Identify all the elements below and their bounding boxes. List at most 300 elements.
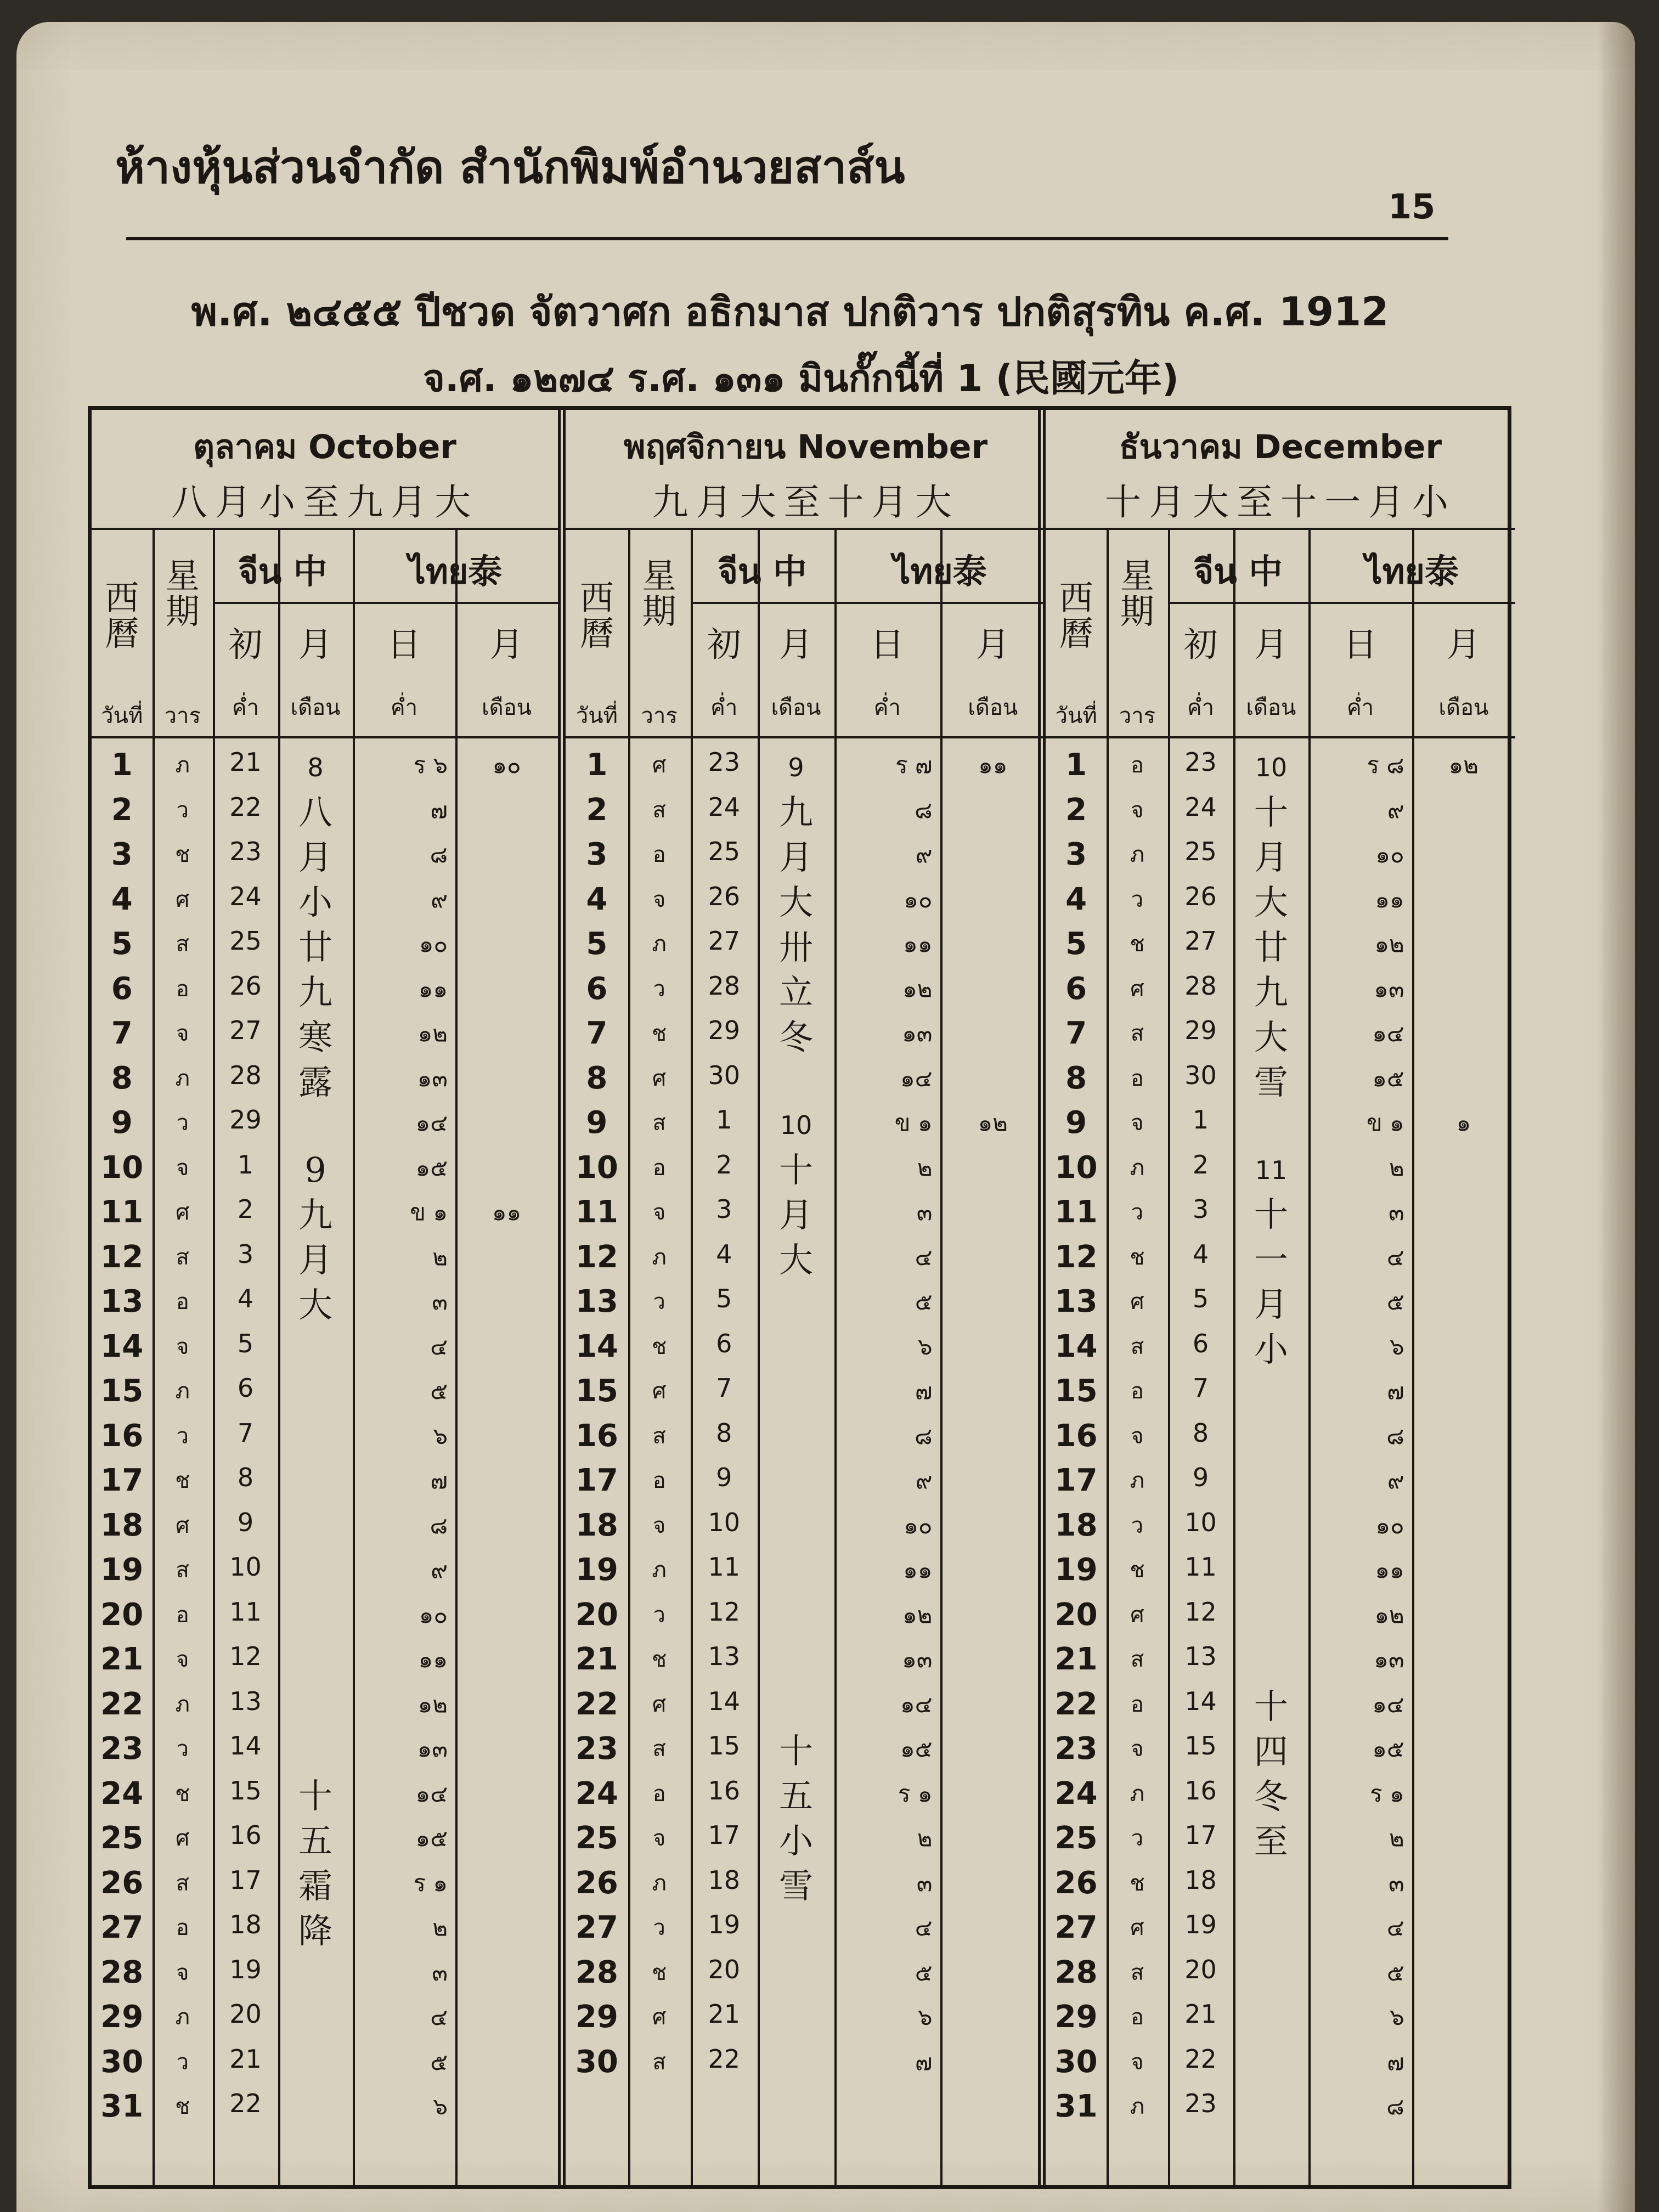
th-day-cell: ๘ (915, 796, 933, 823)
th-day-cell: ๕ (1386, 1959, 1404, 1986)
day-number: 14 (575, 1328, 618, 1364)
cn-month-note: 九月大卅立冬 (778, 792, 813, 1057)
th-day-cell: ๔ (430, 2004, 448, 2030)
day-number: 27 (100, 1910, 144, 1945)
weekday-cell: ว (176, 2049, 189, 2075)
weekday-cell: จ (652, 887, 666, 912)
header-divider (1168, 602, 1515, 604)
day-number: 3 (1065, 837, 1087, 872)
header-thai-group: ไทย泰 (408, 551, 503, 591)
day-number: 22 (575, 1686, 618, 1722)
weekday-cell: จ (176, 1960, 189, 1985)
day-number: 5 (1065, 926, 1087, 962)
month-block (1038, 410, 1515, 2185)
day-number: 12 (1054, 1239, 1098, 1275)
th-day-cell: ร ๖ (413, 752, 448, 778)
cn-day-cell: 27 (1184, 926, 1217, 956)
header-thai-group: ไทย泰 (1365, 551, 1459, 591)
th-day-cell: ๕ (915, 1959, 933, 1986)
header-western-date-thai: วันที่ (575, 703, 618, 729)
header-cn-month-thai: เดือน (1246, 695, 1296, 720)
th-month-cell: ๑ (1456, 1109, 1471, 1136)
th-day-cell: ๒ (917, 1825, 933, 1852)
th-day-cell: ๗ (915, 1378, 933, 1404)
header-chinese-group: จีน 中 (238, 551, 328, 591)
th-day-cell: ๑๔ (415, 1780, 448, 1807)
weekday-cell: ศ (176, 887, 190, 912)
day-number: 13 (1054, 1284, 1098, 1319)
day-number: 6 (1065, 970, 1087, 1007)
th-day-cell: ๖ (917, 1333, 933, 1360)
th-day-cell: ๒ (432, 1914, 448, 1941)
cn-day-cell: 20 (708, 1954, 741, 1984)
cn-day-cell: 4 (1192, 1239, 1209, 1269)
day-number: 15 (100, 1373, 144, 1409)
day-number: 8 (111, 1060, 133, 1096)
th-day-cell: ๑๒ (902, 975, 933, 1002)
day-number: 17 (100, 1463, 144, 1498)
weekday-cell: ช (175, 842, 190, 867)
th-day-cell: ๙ (431, 1556, 448, 1583)
th-day-cell: ๑๑ (418, 975, 448, 1002)
day-number: 21 (1054, 1641, 1098, 1677)
th-day-cell: ๑๕ (900, 1735, 933, 1762)
weekday-cell: ภ (175, 1691, 190, 1717)
cn-day-cell: 15 (229, 1775, 262, 1805)
weekday-cell: ภ (175, 2005, 190, 2030)
header-weekday: 星 期 (1120, 556, 1154, 632)
calendar-page (16, 22, 1635, 2212)
th-day-cell: ๑๑ (903, 930, 933, 957)
cn-day-cell: 13 (708, 1641, 741, 1671)
day-number: 5 (586, 926, 608, 962)
cn-day-cell: 18 (229, 1910, 262, 1939)
th-day-cell: ๕ (915, 1288, 933, 1315)
cn-day-cell: 29 (708, 1015, 741, 1045)
th-day-cell: ๖ (433, 2093, 448, 2120)
day-number: 26 (575, 1865, 618, 1901)
th-day-cell: ข ๑ (410, 1199, 448, 1226)
day-number: 1 (586, 747, 608, 783)
header-divider (566, 736, 1046, 738)
weekday-cell: ภ (1130, 1468, 1145, 1493)
day-number: 5 (111, 926, 133, 962)
day-number: 3 (586, 837, 608, 872)
weekday-cell: จ (652, 1826, 666, 1851)
header-th-day-thai: ค่ำ (873, 695, 901, 720)
th-day-cell: ๑๓ (417, 1735, 448, 1762)
weekday-cell: ภ (652, 1870, 667, 1896)
weekday-cell: ว (1131, 1826, 1144, 1851)
cn-day-cell: 6 (716, 1328, 732, 1358)
cn-day-cell: 23 (229, 837, 262, 866)
weekday-cell: ช (175, 1781, 190, 1807)
header-weekday-thai: วาร (164, 703, 201, 729)
weekday-cell: ส (1130, 1647, 1144, 1672)
cn-day-cell: 9 (237, 1507, 254, 1537)
cn-month-note: 十四冬至 (1254, 1686, 1288, 1861)
cn-month-note: 八月小廿九寒露 (298, 792, 332, 1102)
weekday-cell: ภ (1130, 2094, 1145, 2119)
th-day-cell: ๑๐ (904, 885, 933, 913)
day-number: 29 (575, 1999, 618, 2035)
day-number: 26 (1054, 1865, 1098, 1901)
th-day-cell: ๖ (433, 1422, 448, 1449)
day-number: 10 (1054, 1149, 1098, 1186)
day-number: 12 (575, 1239, 618, 1275)
weekday-cell: ส (1130, 1334, 1144, 1359)
day-number: 11 (100, 1194, 144, 1230)
th-day-cell: ๒ (1389, 1154, 1404, 1181)
cn-day-cell: 24 (708, 792, 741, 822)
day-number: 14 (100, 1328, 144, 1364)
cn-day-cell: 24 (229, 881, 262, 911)
header-th-month: 月 (489, 624, 524, 664)
th-day-cell: ๔ (915, 1243, 933, 1271)
weekday-cell: ภ (175, 1065, 190, 1091)
cn-day-cell: 10 (229, 1552, 262, 1582)
weekday-cell: ศ (176, 1200, 190, 1225)
cn-day-cell: 5 (1192, 1284, 1209, 1313)
weekday-cell: จ (652, 1513, 666, 1538)
th-day-cell: ๓ (916, 1869, 933, 1897)
cn-day-cell: 4 (237, 1284, 254, 1313)
header-cn-day-thai: ค่ำ (710, 695, 738, 720)
th-day-cell: ๑๐ (904, 1511, 933, 1539)
header-th-month-thai: เดือน (481, 695, 532, 720)
th-day-cell: ๑๔ (900, 1064, 933, 1092)
day-number: 13 (100, 1284, 144, 1319)
weekday-cell: ส (652, 797, 666, 823)
th-day-cell: ๗ (1387, 2048, 1404, 2075)
day-number: 25 (1054, 1820, 1098, 1856)
day-number: 25 (575, 1820, 618, 1856)
cn-day-cell: 20 (1184, 1954, 1217, 1984)
cn-day-cell: 1 (716, 1105, 732, 1135)
weekday-cell: ภ (652, 1244, 667, 1270)
th-day-cell: ๙ (915, 841, 933, 868)
day-number: 27 (575, 1910, 618, 1945)
header-cn-day-thai: ค่ำ (1187, 695, 1215, 720)
weekday-cell: ศ (1130, 1602, 1144, 1628)
cn-day-cell: 12 (229, 1641, 262, 1671)
th-day-cell: ๕ (430, 2048, 448, 2075)
cn-month-note: 10 (1255, 753, 1288, 782)
day-number: 22 (100, 1686, 144, 1722)
cn-day-cell: 13 (1184, 1641, 1217, 1671)
cn-day-cell: 19 (708, 1910, 741, 1939)
day-number: 13 (575, 1284, 618, 1319)
year-line: พ.ศ. ๒๔๕๕ ปีชวด จัตวาศก อธิกมาส ปกติวาร ปกติสุรทิน ค.ศ. 1912 (191, 289, 1389, 335)
weekday-cell: จ (176, 1334, 189, 1359)
day-number: 24 (575, 1775, 618, 1812)
cn-day-cell: 9 (1192, 1463, 1209, 1492)
weekday-cell: ช (652, 1334, 667, 1359)
cn-day-cell: 19 (229, 1954, 262, 1984)
month-chinese-range: 九月大至十月大 (652, 481, 960, 523)
day-number: 11 (1054, 1194, 1098, 1230)
day-number: 23 (1054, 1731, 1098, 1767)
month-title: ธันวาคม December (1119, 428, 1442, 466)
cn-day-cell: 8 (716, 1418, 732, 1448)
cn-day-cell: 5 (716, 1284, 732, 1313)
cn-month-note: 十月大廿九大雪 (1254, 792, 1288, 1102)
weekday-cell: อ (176, 1602, 189, 1628)
weekday-cell: จ (652, 1200, 666, 1225)
header-th-month-thai: เดือน (1438, 695, 1489, 720)
header-cn-day: 初 (1183, 624, 1218, 664)
th-day-cell: ๑๓ (1374, 975, 1404, 1002)
month-block (558, 410, 1046, 2185)
day-number: 16 (1054, 1418, 1098, 1454)
cn-day-cell: 29 (1184, 1015, 1217, 1045)
cn-day-cell: 25 (1184, 837, 1217, 866)
day-number: 7 (1065, 1015, 1087, 1051)
th-day-cell: ๒ (1389, 1825, 1404, 1852)
th-day-cell: ๘ (430, 1511, 448, 1539)
header-th-day-thai: ค่ำ (1346, 695, 1374, 720)
header-weekday: 星 期 (165, 556, 200, 632)
day-number: 2 (586, 792, 608, 828)
th-month-cell: ๑๑ (492, 1199, 522, 1226)
cn-day-cell: 10 (708, 1507, 741, 1537)
cn-day-cell: 3 (1192, 1194, 1209, 1224)
th-day-cell: ๓ (432, 1288, 448, 1315)
weekday-cell: อ (1130, 1065, 1144, 1091)
weekday-cell: ส (176, 1558, 189, 1583)
cn-day-cell: 4 (716, 1239, 732, 1269)
header-chinese-group: จีน 中 (718, 551, 807, 591)
day-number: 7 (111, 1015, 133, 1051)
header-th-day: 日 (387, 624, 421, 664)
th-day-cell: ๑๒ (417, 1020, 448, 1047)
day-number: 30 (100, 2044, 144, 2080)
day-number: 15 (575, 1373, 618, 1409)
header-western-date: 西 曆 (1059, 578, 1093, 654)
cn-day-cell: 19 (1184, 1910, 1217, 1939)
day-number: 17 (575, 1463, 618, 1498)
day-number: 28 (1054, 1954, 1098, 1990)
weekday-cell: ช (1130, 932, 1145, 957)
cn-month-note: 10 (780, 1110, 812, 1140)
weekday-cell: ช (652, 1021, 667, 1046)
weekday-cell: อ (1130, 2005, 1144, 2030)
cn-day-cell: 13 (229, 1686, 262, 1716)
weekday-cell: ศ (652, 1691, 667, 1717)
weekday-cell: ว (653, 1915, 665, 1940)
weekday-cell: อ (176, 1289, 189, 1314)
weekday-cell: อ (1130, 1379, 1144, 1404)
weekday-cell: จ (1131, 797, 1144, 823)
weekday-cell: อ (652, 1781, 666, 1807)
header-weekday-thai: วาร (1119, 703, 1156, 729)
th-day-cell: ๑๐ (419, 930, 448, 957)
th-day-cell: ๖ (917, 2004, 933, 2030)
day-number: 27 (1054, 1910, 1098, 1945)
th-day-cell: ๙ (431, 885, 448, 913)
weekday-cell: ว (653, 1289, 665, 1314)
day-number: 9 (586, 1105, 608, 1141)
cn-day-cell: 27 (229, 1015, 262, 1045)
day-number: 20 (100, 1596, 144, 1633)
weekday-cell: จ (1131, 1736, 1144, 1762)
weekday-cell: ส (1130, 1021, 1144, 1046)
weekday-cell: ช (1130, 1558, 1145, 1583)
cn-day-cell: 29 (229, 1105, 262, 1135)
weekday-cell: ศ (1130, 1915, 1144, 1940)
th-day-cell: ๑๔ (1372, 1020, 1404, 1047)
cn-day-cell: 28 (229, 1060, 262, 1090)
th-day-cell: ๑๕ (1372, 1064, 1404, 1092)
cn-day-cell: 5 (237, 1328, 254, 1358)
th-day-cell: ๑๔ (415, 1109, 448, 1136)
th-day-cell: ๑๓ (902, 1020, 933, 1047)
th-day-cell: ๒ (917, 1154, 933, 1181)
day-number: 24 (1054, 1775, 1098, 1812)
th-day-cell: ๑๕ (415, 1825, 448, 1852)
cn-day-cell: 1 (237, 1149, 254, 1180)
weekday-cell: ส (1130, 1960, 1144, 1985)
th-day-cell: ๑๓ (902, 1646, 933, 1673)
th-day-cell: ๑๐ (1375, 1511, 1404, 1539)
th-day-cell: ๘ (1386, 1422, 1404, 1449)
th-day-cell: ๑๓ (417, 1064, 448, 1092)
weekday-cell: ภ (175, 1379, 190, 1404)
cn-day-cell: 2 (716, 1149, 732, 1180)
header-cn-month-thai: เดือน (290, 695, 341, 720)
cn-day-cell: 21 (229, 747, 262, 777)
th-day-cell: ๔ (1386, 1243, 1404, 1271)
weekday-cell: อ (652, 1155, 666, 1181)
weekday-cell: ว (653, 976, 665, 1002)
cn-day-cell: 8 (1192, 1418, 1209, 1448)
day-number: 16 (100, 1418, 144, 1454)
th-day-cell: ๑๔ (1372, 1690, 1404, 1718)
header-cn-day-thai: ค่ำ (232, 695, 259, 720)
day-number: 31 (100, 2089, 144, 2124)
day-number: 14 (1054, 1328, 1098, 1364)
day-number: 19 (100, 1552, 144, 1588)
header-cn-month: 月 (298, 624, 332, 664)
cn-month-note: 十五小雪 (778, 1731, 813, 1906)
day-number: 6 (111, 970, 133, 1007)
cn-day-cell: 11 (1184, 1552, 1217, 1582)
th-day-cell: ร ๗ (895, 752, 933, 778)
th-day-cell: ร ๑ (898, 1780, 933, 1807)
weekday-cell: ส (176, 1244, 189, 1270)
weekday-cell: ส (652, 1110, 666, 1136)
day-number: 10 (100, 1149, 144, 1186)
cn-day-cell: 16 (229, 1820, 262, 1850)
cn-day-cell: 28 (708, 970, 741, 1001)
cn-day-cell: 2 (1192, 1149, 1209, 1180)
cn-day-cell: 16 (1184, 1775, 1217, 1805)
th-day-cell: ๗ (430, 1467, 448, 1494)
day-number: 28 (100, 1954, 144, 1990)
weekday-cell: ว (653, 1602, 665, 1628)
day-number: 8 (586, 1060, 608, 1096)
weekday-cell: ภ (652, 932, 667, 957)
weekday-cell: ส (652, 1736, 666, 1762)
header-rule (126, 237, 1448, 240)
header-western-date-thai: วันที่ (101, 703, 143, 729)
weekday-cell: ช (652, 1960, 667, 1985)
day-number: 8 (1065, 1060, 1087, 1096)
header-thai-group: ไทย泰 (893, 551, 987, 591)
th-day-cell: ๑๒ (902, 1601, 933, 1628)
cn-day-cell: 30 (1184, 1060, 1217, 1090)
day-number: 6 (586, 970, 608, 1007)
header-cn-month-thai: เดือน (771, 695, 821, 720)
day-number: 30 (575, 2044, 618, 2080)
header-divider (566, 528, 1046, 530)
th-day-cell: ๙ (1387, 796, 1404, 823)
th-day-cell: ๑๒ (1374, 930, 1404, 957)
weekday-cell: อ (1130, 753, 1144, 778)
cn-day-cell: 3 (716, 1194, 732, 1224)
cn-day-cell: 2 (237, 1194, 254, 1224)
weekday-cell: ศ (652, 1065, 667, 1091)
header-divider (92, 528, 558, 530)
th-day-cell: ๑๑ (903, 1556, 933, 1583)
th-day-cell: ๑๑ (1375, 885, 1404, 913)
weekday-cell: จ (1131, 1110, 1144, 1136)
day-number: 23 (100, 1731, 144, 1767)
header-chinese-group: จีน 中 (1193, 551, 1283, 591)
weekday-cell: ภ (1130, 1155, 1145, 1181)
cn-day-cell: 24 (1184, 792, 1217, 822)
cn-month-note: 8 (307, 753, 324, 782)
weekday-cell: ภ (652, 1558, 667, 1583)
cn-day-cell: 25 (229, 926, 262, 956)
day-number: 31 (1054, 2089, 1098, 2124)
cn-day-cell: 15 (1184, 1731, 1217, 1760)
th-day-cell: ๗ (430, 796, 448, 823)
cn-month-note: 十五霜降 (298, 1775, 332, 1951)
th-day-cell: ๕ (1386, 1288, 1404, 1315)
weekday-cell: ว (176, 1110, 189, 1136)
day-number: 20 (575, 1596, 618, 1633)
th-day-cell: ๙ (915, 1467, 933, 1494)
day-number: 9 (1065, 1105, 1087, 1141)
day-number: 9 (111, 1105, 133, 1141)
th-day-cell: ๓ (1388, 1869, 1404, 1897)
th-day-cell: ๗ (915, 2048, 933, 2075)
day-number: 4 (111, 881, 133, 917)
th-day-cell: ๑๒ (1374, 1601, 1404, 1628)
cn-month-note: 11 (1255, 1155, 1288, 1185)
th-day-cell: ๑๕ (1372, 1735, 1404, 1762)
cn-day-cell: 17 (229, 1865, 262, 1895)
header-th-month-thai: เดือน (968, 695, 1018, 720)
th-day-cell: ๑๕ (415, 1154, 448, 1181)
day-number: 18 (1054, 1507, 1098, 1543)
cn-day-cell: 17 (708, 1820, 741, 1850)
th-month-cell: ๑๐ (492, 752, 521, 778)
header-th-month: 月 (1446, 624, 1481, 664)
cn-day-cell: 7 (237, 1418, 254, 1448)
cn-day-cell: 9 (716, 1463, 732, 1492)
weekday-cell: ภ (1130, 842, 1145, 867)
calendar-table (88, 406, 1511, 2189)
page-number: 15 (1388, 187, 1436, 227)
day-number: 17 (1054, 1463, 1098, 1498)
day-number: 2 (111, 792, 133, 828)
cn-day-cell: 26 (1184, 881, 1217, 911)
cn-month-note: 9九月大 (298, 1149, 332, 1325)
th-month-cell: ๑๒ (1448, 752, 1479, 778)
header-western-date-thai: วันที่ (1055, 703, 1097, 729)
